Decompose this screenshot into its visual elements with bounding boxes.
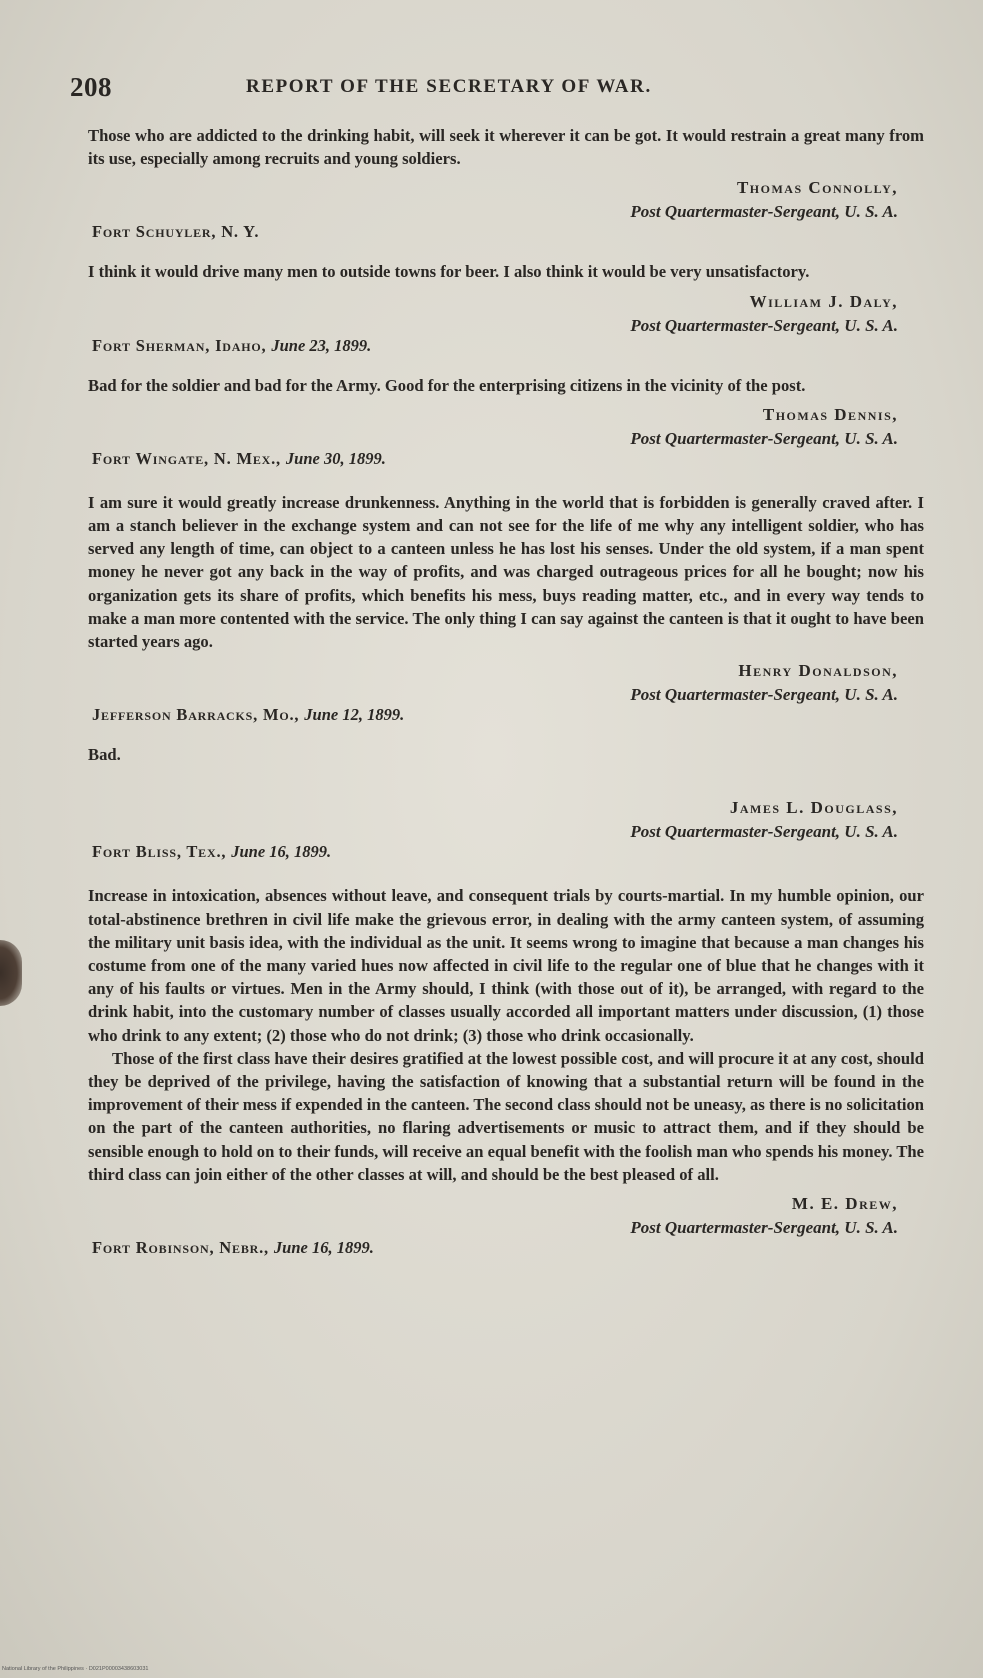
- running-head: REPORT OF THE SECRETARY OF WAR.: [246, 76, 652, 97]
- signatory-name: Henry Donaldson,: [738, 661, 898, 681]
- signatory-title: Post Quartermaster-Sergeant, U. S. A.: [630, 202, 898, 222]
- signature-block: [88, 1192, 924, 1264]
- report-entry: [88, 743, 924, 868]
- post-place: Jefferson Barracks, Mo.,: [92, 705, 300, 725]
- signature-block: [88, 659, 924, 731]
- signature-block: [88, 290, 924, 362]
- signatory-name: James L. Douglass,: [729, 798, 898, 818]
- scan-thumb-shadow: [0, 940, 22, 1006]
- report-entry: [88, 374, 924, 475]
- post-location: [92, 447, 386, 470]
- report-entry: [88, 260, 924, 361]
- entry-paragraph: Those of the first class have their desires gratified at the lowest possible cost, and will procure it at any cost, should they be deprived of the privilege, having the satisfaction of knowing that a substantial return will be found in the improvement of their mess if expended in the canteen. The second class should not be uneasy, as there is no solicitation on the part of the canteen authorities, no flaring advertisements or music to attract them, and if they should be sensible enough to hold on to their funds, will receive an equal benefit with the foolish man who spends his money. The third class can join either of the other classes at will, and should be the best pleased of all.: [88, 1048, 924, 1184]
- scan-source-line: National Library of the Philippines · D021P00003438603031: [2, 1666, 149, 1672]
- post-date: June 12, 1899.: [304, 705, 405, 725]
- page-number: 208: [70, 72, 112, 102]
- signatory-name: Thomas Connolly,: [736, 178, 898, 198]
- signatory-title: Post Quartermaster-Sergeant, U. S. A.: [630, 428, 898, 448]
- post-location: [92, 1236, 374, 1259]
- report-entry: [88, 491, 924, 731]
- post-place: Fort Robinson, Nebr.,: [92, 1238, 269, 1258]
- entry-paragraph: I think it would drive many men to outside towns for beer. I also think it would be very unsatisfactory.: [88, 262, 810, 282]
- entry-paragraph: Increase in intoxication, absences without leave, and consequent trials by courts-martial. In my humble opinion, our total-abstinence brethren in civil life make the grievous error, in dealing with the army canteen system, of assuming the military unit basis idea, with the individual as the unit. It seems wrong to imagine that because a man changes his costume from one of the many varied hues now affected in civil life to the regular one of blue that he changes with it any of his faults or virtues. Men in the Army should, I think (with those out of it), be arranged, with regard to the drink habit, into the customary number of classes usually accorded all important matters under discussion, (1) those who drink to any extent; (2) those who do not drink; (3) those who drink occasionally.: [88, 886, 924, 1045]
- signature-block: [88, 772, 924, 868]
- entry-paragraph: I am sure it would greatly increase drunkenness. Anything in the world that is forbidden is generally craved after. I am a stanch believer in the exchange system and can not see for the life of me why any intelligent soldier, who has served any length of time, can object to a canteen unless he has lost his senses. Under the old system, if a man spent money he never got any back in the way of profits, and was charged outrageous prices for all he bought; now his organization gets its share of profits, which benefits his mess, buys reading matter, etc., and in every way tends to make a man more contented with the service. The only thing I can say against the canteen is that it ought to have been started years ago.: [88, 492, 924, 652]
- signatory-title: Post Quartermaster-Sergeant, U. S. A.: [630, 822, 898, 842]
- signatory-name: M. E. Drew,: [791, 1194, 898, 1214]
- signatory-title: Post Quartermaster-Sergeant, U. S. A.: [630, 315, 898, 335]
- report-entry: [88, 884, 924, 1264]
- entry-paragraph: Those who are addicted to the drinking habit, will seek it wherever it can be got. It would restrain a great many from its use, especially among recruits and young soldiers.: [88, 126, 924, 169]
- signatory-name: William J. Daly,: [749, 291, 898, 311]
- post-date: June 16, 1899.: [231, 842, 332, 862]
- post-place: Fort Sherman, Idaho,: [92, 335, 267, 355]
- signatory-title: Post Quartermaster-Sergeant, U. S. A.: [630, 685, 898, 705]
- entry-paragraph: Bad for the soldier and bad for the Army. Good for the enterprising citizens in the vicinity of the post.: [88, 375, 806, 395]
- report-entry: [88, 124, 924, 248]
- post-location: [92, 703, 404, 726]
- report-body: [88, 124, 924, 1264]
- post-place: Fort Bliss, Tex.,: [92, 842, 227, 862]
- signatory-title: Post Quartermaster-Sergeant, U. S. A.: [630, 1218, 898, 1238]
- post-location: [92, 840, 331, 863]
- post-date: June 16, 1899.: [273, 1238, 374, 1258]
- post-place: Fort Wingate, N. Mex.,: [92, 448, 281, 468]
- post-location: [92, 220, 259, 243]
- post-date: June 30, 1899.: [285, 448, 386, 468]
- signatory-name: Thomas Dennis,: [762, 404, 898, 424]
- post-place: Fort Schuyler, N. Y.: [92, 222, 260, 242]
- post-location: [92, 334, 371, 357]
- signature-block: [88, 176, 924, 248]
- page-header: [70, 72, 930, 106]
- entry-paragraph: Bad.: [88, 745, 121, 765]
- post-date: June 23, 1899.: [271, 335, 372, 355]
- signature-block: [88, 403, 924, 475]
